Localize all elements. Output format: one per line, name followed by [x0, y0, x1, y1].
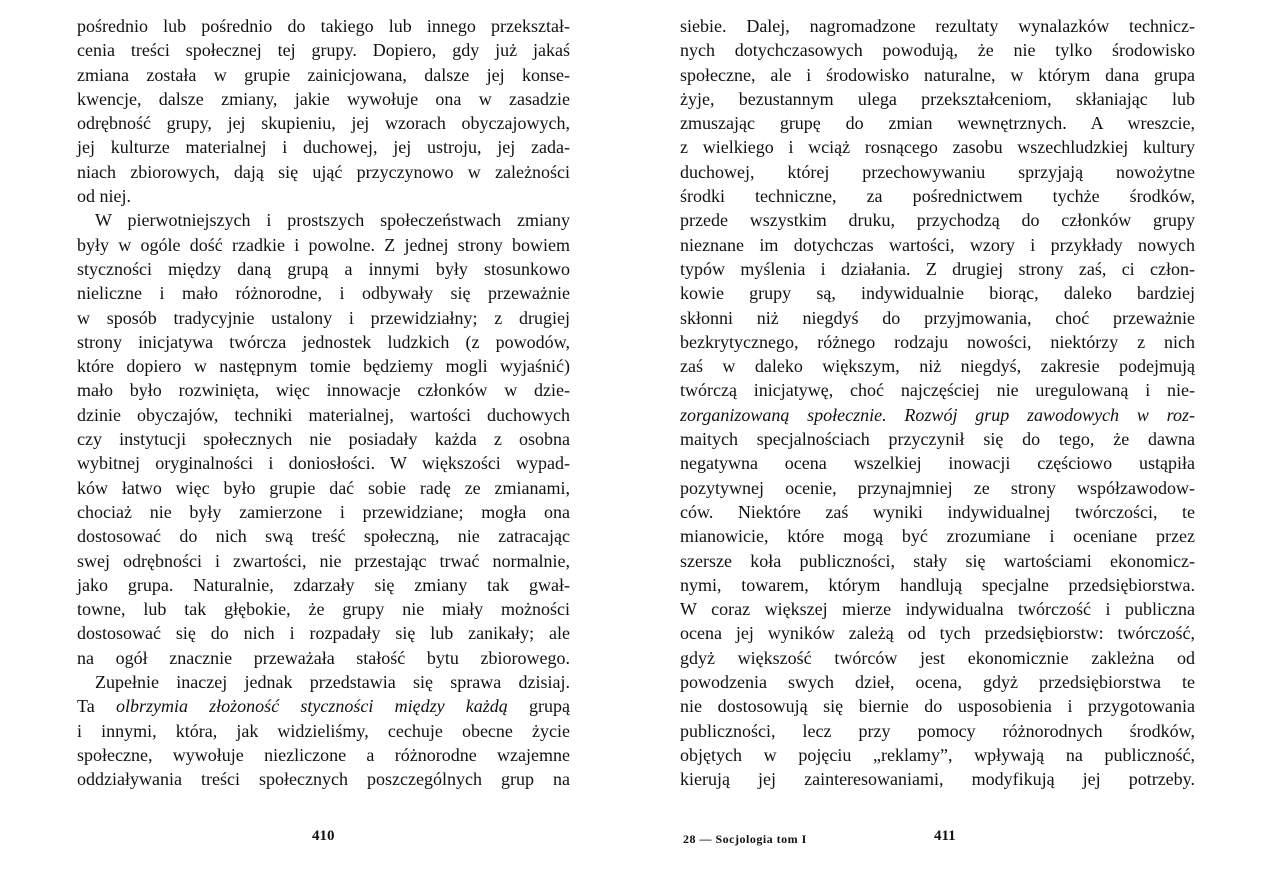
text-line: skłonni niż niegdyś do przyjmowania, choć przeważnie [680, 307, 1195, 328]
text-line: niach zbiorowych, dają się ująć przyczynowo w zależności [77, 161, 570, 182]
left-page-text [77, 14, 570, 792]
text-line: dostosować do nich swą treść społeczną, nie zatracając [77, 526, 570, 547]
text-line: towne, lub tak głębokie, że grupy nie miały możności [77, 599, 570, 620]
text-line: chociaż nie były zamierzone i przewidziane; mogła ona [77, 501, 570, 522]
text-line: od niej. [77, 186, 131, 207]
text-line: i innymi, która, jak widzieliśmy, cechuje obecne życie [77, 720, 570, 741]
italic-text: olbrzymia złożoność styczności między każdą [115, 696, 508, 717]
text-line: dostosować się do nich i rozpadały się lub zanikały; ale [77, 623, 570, 644]
text-line: szersze koła publiczności, stały się wartościami ekonomicz- [680, 550, 1195, 571]
text-line: dzinie obyczajów, techniki materialnej, wartości duchowych [77, 404, 570, 425]
text-line: jej kulturze materialnej i duchowej, jej ustroju, jej zada- [77, 137, 570, 158]
text-line: kowie grupy są, indywidualnie biorąc, daleko bardziej [680, 283, 1195, 304]
text-line: mianowicie, które mogą być zrozumiane i oceniane przez [680, 526, 1195, 547]
text-line [77, 694, 570, 718]
text-line: duchowej, której przechowywaniu sprzyjają nowożytne [680, 161, 1195, 182]
text-line: społeczne, ale i środowisko naturalne, w którym dana grupa [680, 64, 1195, 85]
text-segment: Ta [77, 696, 116, 717]
text-line: czy instytucji społecznych nie posiadały każda z osobna [77, 429, 570, 450]
text-line: twórczą inicjatywę, choć najczęściej nie uregulowaną i nie- [680, 380, 1195, 401]
text-line: społeczne, wywołuje niezliczone a różnorodne wzajemne [77, 744, 570, 765]
text-line: nie dostosowują się biernie do usposobienia i przygotowania [680, 696, 1195, 717]
text-line: oddziaływania treści społecznych poszczególnych grup na [77, 769, 570, 790]
text-line: pośrednio lub pośrednio do takiego lub innego przekształ- [77, 16, 570, 36]
text-line: mało było rozwinięta, więc innowacje członków w dzie- [77, 380, 570, 401]
text-line: ocena jej wyników zależą od tych przedsiębiorstw: twórczość, [680, 623, 1195, 644]
text-line: nych dotychczasowych powodują, że nie tylko środowisko [680, 40, 1195, 61]
text-line: w sposób tradycyjnie ustalony i przewidziałny; z drugiej [77, 307, 570, 328]
text-line: przede wszystkim druku, przychodzą do członków grupy [680, 210, 1195, 231]
text-line: jako grupa. Naturalnie, zdarzały się zmiany tak gwał- [77, 574, 570, 595]
text-line: objętych w pojęciu „reklamy”, wpływają na publiczność, [680, 744, 1195, 765]
text-line: nieliczne i mało różnorodne, i odbywały się przeważnie [77, 283, 570, 304]
text-line: publiczności, lecz przy pomocy różnorodnych środków, [680, 720, 1195, 741]
text-line: negatywna ocena wszelkiej inowacji częściowo ustąpiła [680, 453, 1195, 474]
text-line: strony inicjatywa twórcza jednostek ludzkich (z powodów, [77, 331, 570, 352]
text-line: pozytywnej ocenie, przynajmniej ze strony współzawodow- [680, 477, 1195, 498]
text-line: swej odrębności i zwartości, nie przestając trwać normalnie, [77, 550, 570, 571]
running-footer: 28 — Socjologia tom I [683, 832, 807, 846]
text-line: kwencje, dalsze zmiany, jakie wywołuje ona w zasadzie [77, 88, 570, 109]
right-page-text [680, 14, 1195, 792]
page-number-left: 410 [312, 828, 335, 844]
text-line: zmiana została w grupie zainicjowana, dalsze jej konse- [77, 64, 570, 85]
text-line: z wielkiego i wciąż rosnącego zasobu wszechludzkiej kultury [680, 137, 1195, 158]
text-line: ków łatwo więc było grupie dać sobie radę ze zmianami, [77, 477, 570, 498]
text-line: środki techniczne, za pośrednictwem tychże środków, [680, 186, 1195, 207]
page-number-right: 411 [934, 828, 956, 844]
text-line: W coraz większej mierze indywidualna twórczość i publiczna [680, 599, 1195, 620]
text-line: siebie. Dalej, nagromadzone rezultaty wynalazków technicz- [680, 16, 1195, 36]
text-line: kierują jej zainteresowaniami, modyfikują jej potrzeby. [680, 769, 1195, 790]
text-line: na ogół znacznie przeważała stałość bytu zbiorowego. [77, 647, 570, 668]
text-line: powodzenia swych dzieł, ocena, gdyż przedsiębiorstwa te [680, 672, 1195, 693]
text-line: wybitnej oryginalności i doniosłości. W większości wypad- [77, 453, 570, 474]
text-line: odrębność grupy, jej skupieniu, jej wzorach obyczajowych, [77, 113, 570, 134]
text-line: zmuszając grupę do zmian wewnętrznych. A wreszcie, [680, 113, 1195, 134]
text-line [680, 403, 1195, 427]
text-line: które dopiero w następnym tomie będziemy mogli wyjaśnić) [77, 356, 570, 377]
text-line: cenia treści społecznej tej grupy. Dopiero, gdy już jakaś [77, 40, 570, 61]
text-line: nieznane im dotychczas wartości, wzory i przykłady nowych [680, 234, 1195, 255]
text-line: bezkrytycznego, różnego rodzaju nowości, niektórzy z nich [680, 331, 1195, 352]
text-line: ców. Niektóre zaś wyniki indywidualnej twórczości, te [680, 501, 1195, 522]
text-segment: grupą [507, 696, 570, 717]
text-line: żyje, bezustannym ulega przekształceniom, skłaniając lub [680, 88, 1195, 109]
text-line: maitych specjalnościach przyczynił się do tego, że dawna [680, 429, 1195, 450]
text-line: styczności między daną grupą a innymi były stosunkowo [77, 258, 570, 279]
text-line: gdyż większość twórców jest ekonomicznie zakleżna od [680, 647, 1195, 668]
text-line: W pierwotniejszych i prostszych społeczeństwach zmiany [95, 210, 570, 231]
text-line: Zupełnie inaczej jednak przedstawia się sprawa dzisiaj. [95, 672, 570, 693]
text-line: typów myślenia i działania. Z drugiej strony zaś, ci człon- [680, 258, 1195, 279]
text-line: były w ogóle dość rzadkie i powolne. Z jednej strony bowiem [77, 234, 570, 255]
text-line: zaś w daleko większym, niż niegdyś, zakresie podejmują [680, 356, 1195, 377]
text-line: nymi, towarem, którym handlują specjalne przedsiębiorstwa. [680, 574, 1195, 595]
italic-text: zorganizowaną społecznie. Rozwój grup zawodowych w roz- [680, 404, 1195, 425]
